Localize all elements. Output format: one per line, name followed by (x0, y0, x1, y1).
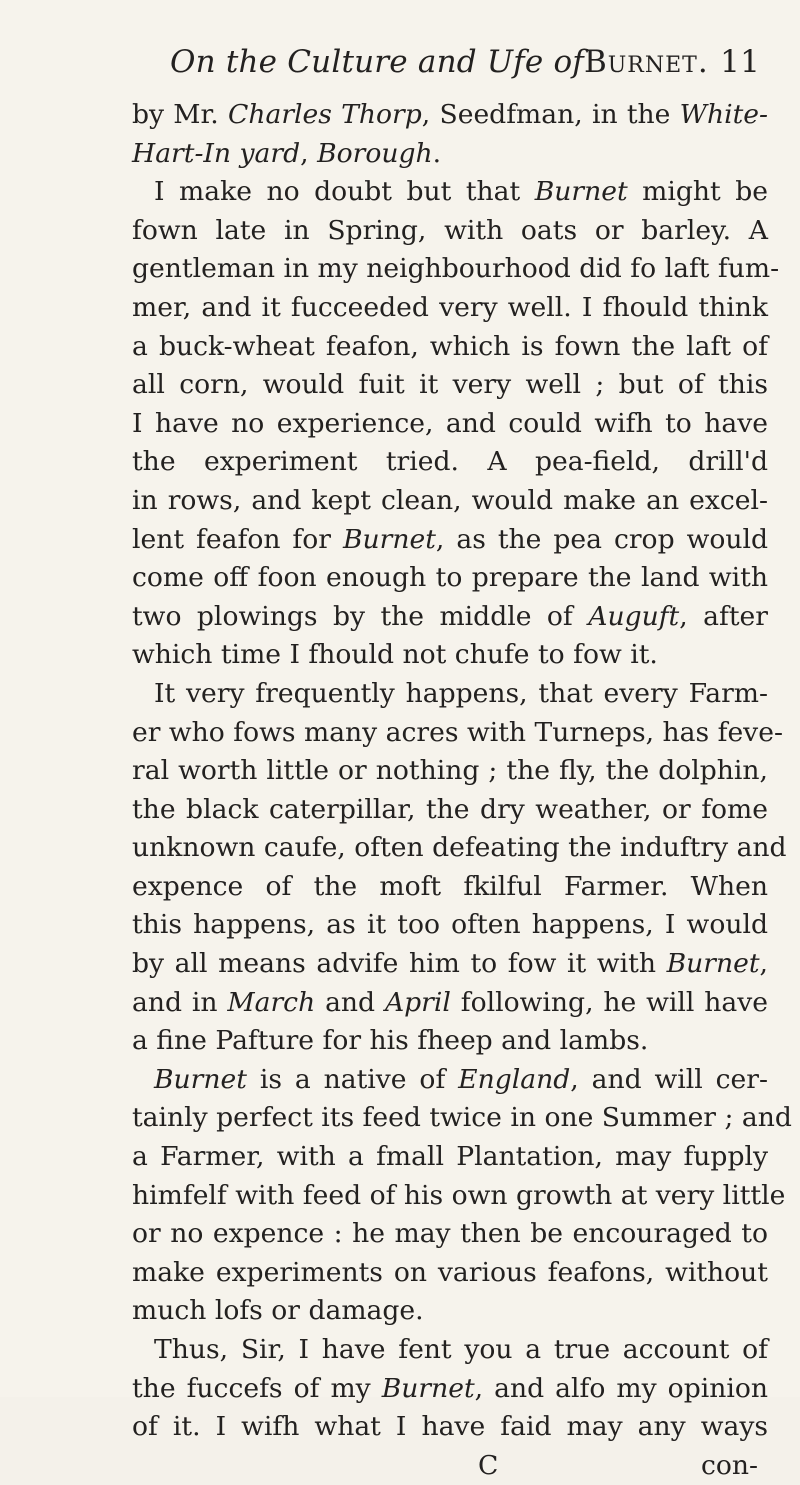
running-title-caps: Burnet. (583, 44, 709, 80)
signature-line (132, 1447, 768, 1485)
text-line: all corn, would fuit it very well ; but of this (132, 369, 768, 401)
text-line: I have no experience, and could wifh to have (132, 407, 768, 439)
text-line: gentleman in my neighbourhood did fo laft fum- (132, 253, 780, 285)
text-line: tainly perfect its feed twice in one Summer ; and (132, 1102, 792, 1134)
catchword: con- (700, 1449, 758, 1481)
text-line: Hart-In yard, Borough. (132, 137, 442, 169)
text-line: a Farmer, with a fmall Plantation, may fupply (132, 1141, 768, 1173)
page-number: 11 (720, 44, 760, 80)
body-text (132, 96, 792, 1485)
text-line: and in March and April following, he will have (132, 986, 769, 1018)
paragraph-start-line: It very frequently happens, that every Farm- (154, 677, 768, 709)
text-line: the black caterpillar, the dry weather, or fome (132, 793, 768, 825)
running-title-italic: On the Culture and Ufe of (170, 44, 584, 80)
text-line: a fine Pafture for his fheep and lambs. (132, 1025, 649, 1057)
text-line: the experiment tried. A pea-field, drill'd (132, 446, 768, 478)
text-line: by all means advife him to fow it with Burnet, (132, 948, 768, 980)
paragraph-start-line: Thus, Sir, I have fent you a true account of (154, 1334, 768, 1365)
text-line: expence of the moft fkilful Farmer. When (132, 870, 768, 902)
text-line: himfelf with feed of his own growth at very little (132, 1179, 786, 1211)
text-line: come off foon enough to prepare the land with (132, 562, 768, 594)
running-title (170, 44, 709, 80)
text-line: fown late in Spring, with oats or barley. A (132, 214, 768, 246)
text-line: in rows, and kept clean, would make an excel- (132, 484, 768, 516)
text-line: much lofs or damage. (132, 1295, 424, 1327)
paragraph-start-line: Burnet is a native of England, and will cer- (154, 1063, 768, 1095)
text-line: the fuccefs of my Burnet, and alfo my opinion (132, 1372, 768, 1404)
text-line: make experiments on various feafons, without (132, 1256, 768, 1288)
text-line: lent feafon for Burnet, as the pea crop would (132, 523, 769, 555)
paragraph-start-line: I make no doubt but that Burnet might be (154, 176, 769, 208)
text-line: this happens, as it too often happens, I would (132, 909, 768, 941)
running-header (170, 44, 760, 90)
text-line: unknown caufe, often defeating the induftry and (132, 832, 787, 864)
text-line: ral worth little or nothing ; the fly, the dolphin, (132, 755, 768, 787)
text-line: two plowings by the middle of Auguft, after (132, 600, 768, 632)
signature-mark: C (478, 1449, 499, 1481)
text-line: mer, and it fucceeded very well. I fhould think (132, 291, 768, 323)
text-line: er who fows many acres with Turneps, has feve- (132, 716, 783, 748)
text-line: a buck-wheat feafon, which is fown the laft of (132, 330, 768, 362)
text-line: which time I fhould not chufe to fow it. (132, 639, 658, 671)
text-line: of it. I wifh what I have faid may any ways (132, 1411, 768, 1443)
text-line: or no expence : he may then be encouraged to (132, 1218, 768, 1250)
text-line: by Mr. Charles Thorp, Seedfman, in the White- (132, 99, 768, 130)
